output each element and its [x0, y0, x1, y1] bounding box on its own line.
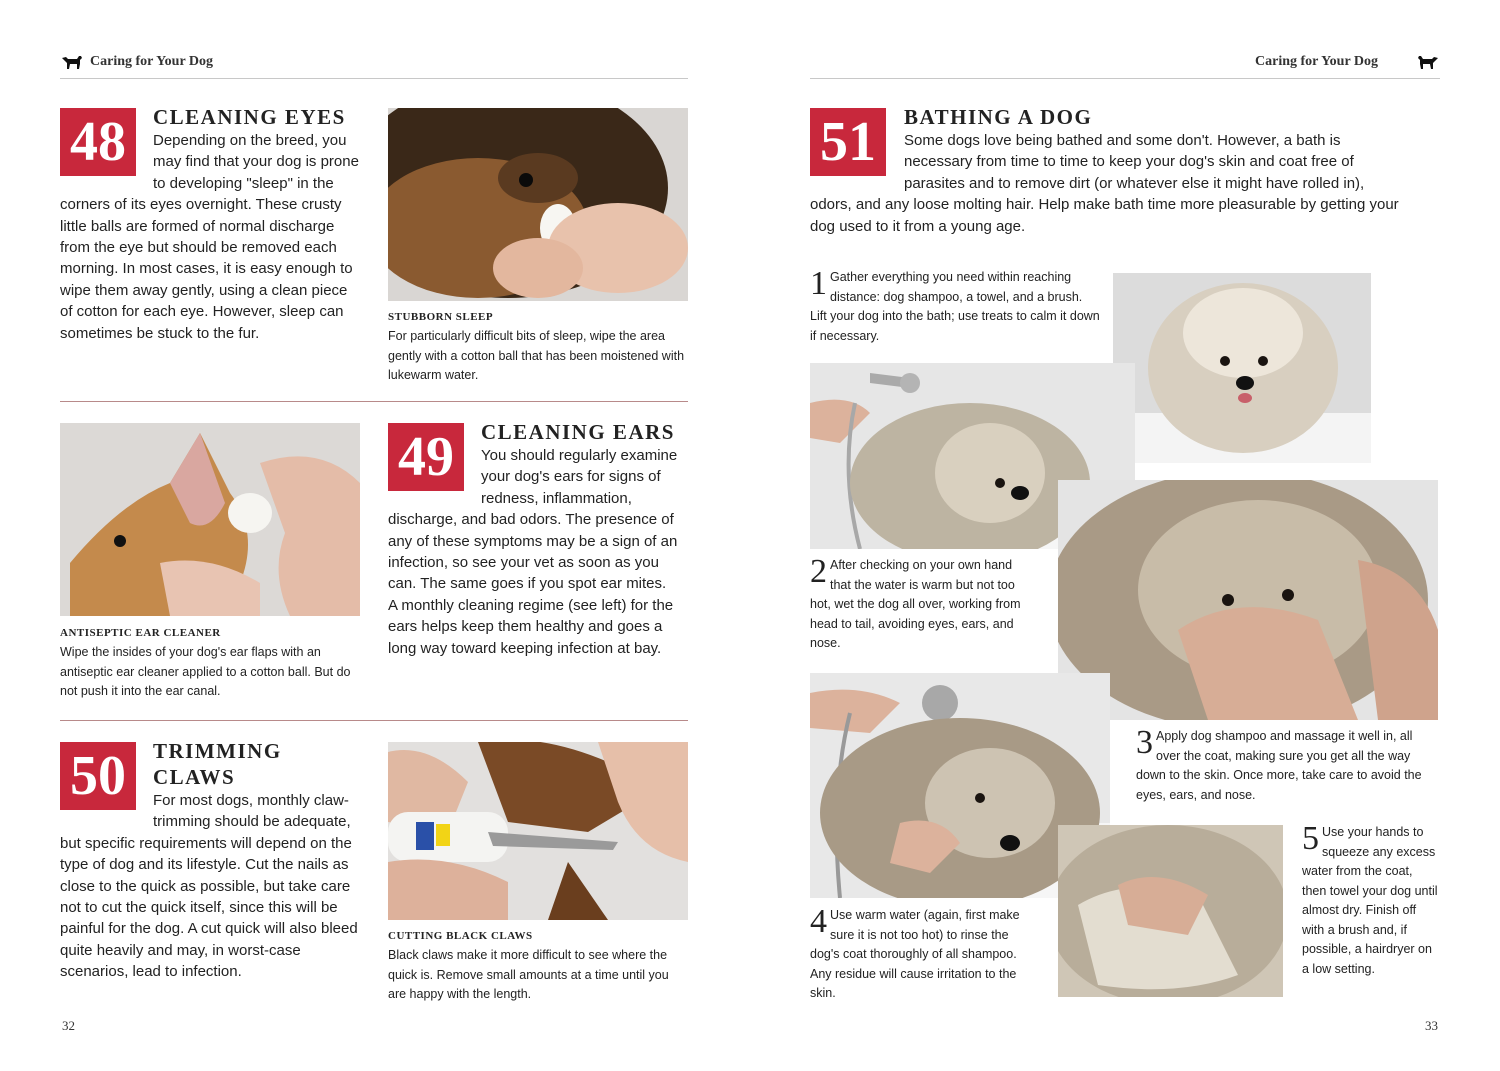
- photo-cleaning-ears: [60, 423, 360, 616]
- header-title-right: Caring for Your Dog: [1255, 54, 1379, 69]
- section-title-50: TRIMMING CLAWS: [153, 739, 282, 789]
- section-body-50-text: For most dogs, monthly claw-trimming should be adequate, but specific requirements will depend on the type of dog and its lifestyle. Cut the nails as close to the quick as possible, but take care not to cut the quick itself, since this will be painful for the dog. A cut quick will also bleed quite heavily and may, in worst-case scenarios, lead to infection.: [60, 792, 358, 981]
- header-rule-right: [810, 78, 1440, 79]
- section-body-48-text: Depending on the breed, you may find that your dog is prone to developing "sleep" in the corners of its eyes overnight. These crusty little balls are formed of normal discharge from the eye but should be removed each morning. In most cases, it is easy enough to wipe them away gently, using a clean piece of cotton for each eye. However, sleep can sometimes be stuck to the fur.: [60, 132, 359, 342]
- section-title-48: CLEANING EYES: [153, 105, 346, 129]
- bath-step-3: [1136, 724, 1436, 805]
- page-number-left: 32: [62, 1018, 75, 1033]
- section-body-49: [388, 445, 678, 659]
- caption-title-50: CUTTING BLACK CLAWS: [388, 930, 533, 942]
- caption-49: Wipe the insides of your dog's ear flaps with an antiseptic ear cleaner applied to a cotton ball. But do not push it into the ear canal.: [60, 645, 351, 698]
- photo-cleaning-eyes: [388, 108, 688, 301]
- header-title-left: Caring for Your Dog: [90, 54, 214, 69]
- caption-48: For particularly difficult bits of sleep, wipe the area gently with a cotton ball that has been moistened with lukewarm water.: [388, 329, 685, 382]
- photo-shampooing-dog: [1058, 480, 1438, 720]
- bath-step-5-number: 5: [1302, 820, 1319, 857]
- section-title-51: BATHING A DOG: [904, 105, 1093, 129]
- bath-step-5: [1302, 820, 1440, 979]
- section-divider: [60, 720, 688, 721]
- section-title-49: CLEANING EARS: [481, 420, 675, 444]
- header-rule-left: [60, 78, 688, 79]
- bath-step-1: [810, 265, 1102, 346]
- bath-step-3-text: Apply dog shampoo and massage it well in, all over the coat, making sure you get all the way down to the skin. Once more, take care to avoid the eyes, ears, and nose.: [1136, 729, 1422, 802]
- page-number-right: 33: [1425, 1018, 1438, 1033]
- section-body-51: [810, 130, 1400, 237]
- section-number-49: 49: [388, 423, 464, 491]
- section-body-51-text: Some dogs love being bathed and some don't. However, a bath is necessary from time to time to keep your dog's skin and coat free of parasites and to remove dirt (or whatever else it might have rolled in), odors, and any loose molting hair. Help make bath time more pleasurable by getting your dog used to it from a young age.: [810, 132, 1399, 235]
- bath-step-1-number: 1: [810, 265, 827, 302]
- bath-step-5-text: Use your hands to squeeze any excess water from the coat, then towel your dog until almost dry. Finish off with a brush and, if possible, a hairdryer on a low setting.: [1302, 825, 1438, 976]
- bath-step-2: [810, 553, 1028, 654]
- dog-silhouette-icon: [1416, 52, 1440, 70]
- caption-50: Black claws make it more difficult to see where the quick is. Remove small amounts at a time until you are happy with the length.: [388, 948, 669, 1001]
- bath-step-1-text: Gather everything you need within reaching distance: dog shampoo, a towel, and a brush. Lift your dog into the bath; use treats to calm it down if necessary.: [810, 270, 1100, 343]
- dog-silhouette-icon: [60, 52, 84, 70]
- photo-dog-in-bath: [1113, 273, 1371, 463]
- bath-step-2-text: After checking on your own hand that the water is warm but not too hot, wet the dog all over, working from head to tail, avoiding eyes, ears, and nose.: [810, 558, 1021, 650]
- bath-step-3-number: 3: [1136, 724, 1153, 761]
- bath-step-4-text: Use warm water (again, first make sure it is not too hot) to rinse the dog's coat thoroughly of all shampoo. Any residue will cause irritation to the skin.: [810, 908, 1020, 1000]
- section-number-50: 50: [60, 742, 136, 810]
- photo-towel-drying: [1058, 825, 1283, 997]
- section-body-50: [60, 790, 360, 983]
- section-divider: [60, 401, 688, 402]
- bath-step-2-number: 2: [810, 553, 827, 590]
- section-body-48: [60, 130, 360, 344]
- section-body-49-text: You should regularly examine your dog's ears for signs of redness, inflammation, discharge, and bad odors. The presence of any of these symptoms may be a sign of an infection, so see your vet as soon as you can. The same goes if you spot ear mites. A monthly cleaning regime (see left) for the ears helps keep them healthy and goes a long way toward keeping infection at bay.: [388, 447, 678, 657]
- caption-title-48: STUBBORN SLEEP: [388, 311, 494, 323]
- caption-title-49: ANTISEPTIC EAR CLEANER: [60, 627, 221, 639]
- bath-step-4-number: 4: [810, 903, 827, 940]
- photo-trimming-claws: [388, 742, 688, 920]
- section-number-51: 51: [810, 108, 886, 176]
- section-number-48: 48: [60, 108, 136, 176]
- bath-step-4: [810, 903, 1032, 1004]
